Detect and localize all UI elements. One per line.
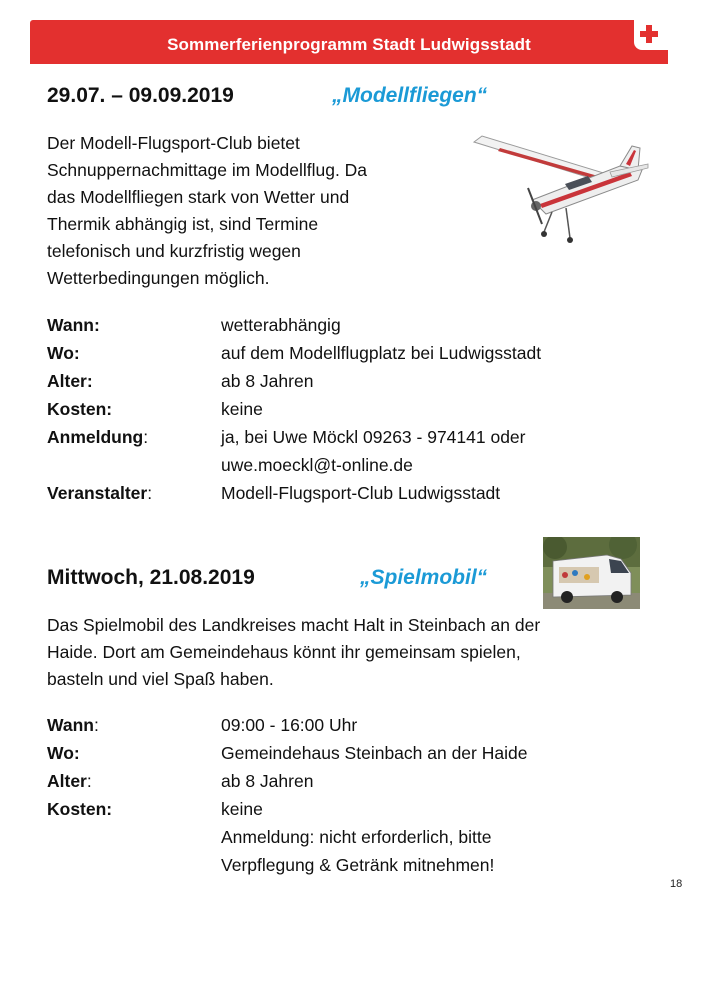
event-1-date: 29.07. – 09.09.2019: [47, 84, 234, 107]
detail-label: Alter:: [47, 371, 93, 391]
description-line: Thermik abhängig ist, sind Termine: [47, 214, 319, 234]
detail-note: Verpflegung & Getränk mitnehmen!: [221, 855, 495, 875]
description-line: Haide. Dort am Gemeindehaus könnt ihr gemeinsam spielen,: [47, 642, 521, 662]
event-2-date: Mittwoch, 21.08.2019: [47, 566, 255, 589]
detail-label: [47, 423, 148, 451]
page-title: Sommerferienprogramm Stadt Ludwigsstadt: [167, 35, 531, 54]
detail-label-colon: :: [147, 483, 153, 503]
detail-value: Gemeindehaus Steinbach an der Haide: [221, 743, 528, 763]
spielmobil-van-photo: [543, 537, 640, 609]
detail-value: keine: [221, 799, 263, 819]
event-1-title: „Modellfliegen“: [332, 84, 488, 107]
detail-label-colon: :: [93, 715, 99, 735]
description-line: Der Modell-Flugsport-Club bietet: [47, 133, 300, 153]
detail-value: 09:00 - 16:00 Uhr: [221, 715, 358, 735]
description-line: Schnuppernachmittage im Modellflug. Da: [47, 160, 368, 180]
event-1-description: [47, 130, 367, 292]
header-banner: [30, 20, 668, 64]
model-airplane-photo: [470, 128, 650, 248]
detail-label-text: Wann: [47, 715, 94, 735]
detail-value: ab 8 Jahren: [221, 371, 314, 391]
detail-label: [47, 767, 92, 795]
detail-label: Wo:: [47, 343, 80, 363]
detail-label: Wo:: [47, 743, 80, 763]
description-line: Wetterbedingungen möglich.: [47, 268, 270, 288]
detail-label: Kosten:: [47, 399, 113, 419]
detail-value: ja, bei Uwe Möckl 09263 - 974141 oder: [221, 427, 526, 447]
detail-label: [47, 479, 152, 507]
description-line: das Modellfliegen stark von Wetter und: [47, 187, 350, 207]
detail-label: Kosten:: [47, 799, 113, 819]
detail-note: Anmeldung: nicht erforderlich, bitte: [221, 827, 492, 847]
description-line: Das Spielmobil des Landkreises macht Halt in Steinbach an der: [47, 615, 541, 635]
contact-email: uwe.moeckl@t-online.de: [221, 455, 413, 475]
detail-value: auf dem Modellflugplatz bei Ludwigsstadt: [221, 343, 542, 363]
red-cross-icon: [634, 20, 668, 50]
detail-label-text: Alter: [47, 771, 87, 791]
page-number: 18: [670, 878, 683, 890]
event-2-title: „Spielmobil“: [360, 566, 488, 589]
detail-label: Wann:: [47, 315, 100, 335]
detail-value: ab 8 Jahren: [221, 771, 314, 791]
event-2-description: [47, 612, 540, 693]
detail-label-colon: :: [143, 427, 149, 447]
detail-label: [47, 711, 99, 739]
detail-label-text: Veranstalter: [47, 483, 148, 503]
detail-label-colon: :: [86, 771, 92, 791]
detail-label-text: Anmeldung: [47, 427, 144, 447]
detail-value: wetterabhängig: [221, 315, 341, 335]
detail-value: Modell-Flugsport-Club Ludwigsstadt: [221, 483, 501, 503]
description-line: basteln und viel Spaß haben.: [47, 669, 274, 689]
description-line: telefonisch und kurzfristig wegen: [47, 241, 301, 261]
detail-value: keine: [221, 399, 263, 419]
